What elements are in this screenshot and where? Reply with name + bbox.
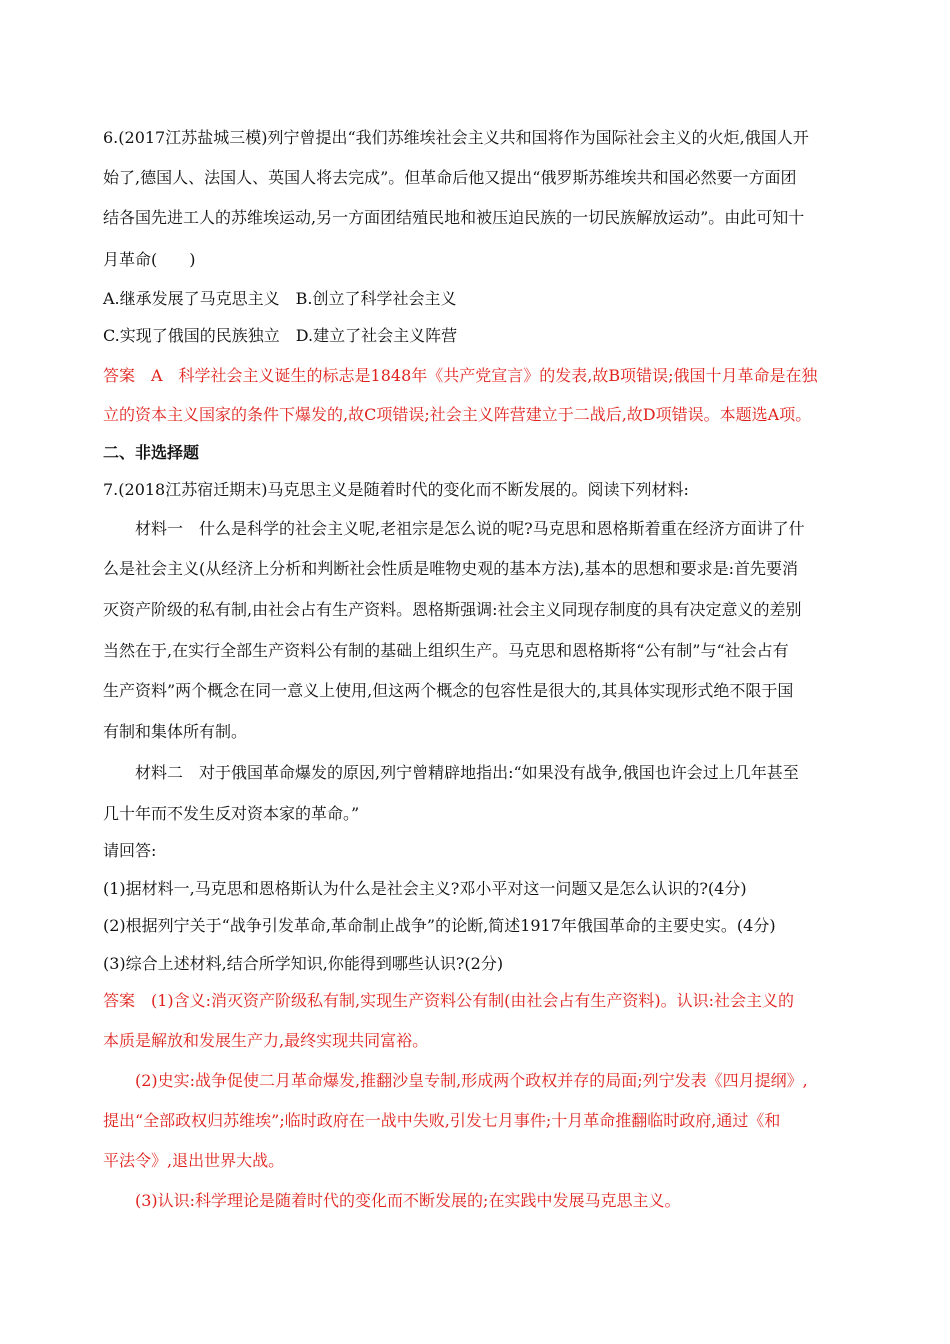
sub-question-3: (3)综合上述材料,结合所学知识,你能得到哪些认识?(2分) (103, 954, 504, 973)
q6-options-ab: A.继承发展了马克思主义 B.创立了科学社会主义 (103, 289, 457, 308)
q7-answer2-line-1: (2)史实:战争促使二月革命爆发,推翻沙皇专制,形成两个政权并存的局面;列宁发表《四月提纲》, (135, 1071, 808, 1090)
q6-answer-line-1: 答案 A 科学社会主义诞生的标志是1848年《共产党宣言》的发表,故B项错误;俄国十月革命是在独 (103, 366, 818, 385)
material1-line-6: 有制和集体所有制。 (103, 722, 248, 741)
material2-line-2: 几十年而不发生反对资本家的革命。” (103, 804, 360, 823)
material1-line-1: 材料一 什么是科学的社会主义呢,老祖宗是怎么说的呢?马克思和恩格斯着重在经济方面讲了什 (135, 519, 805, 538)
q6-answer-line-2: 立的资本主义国家的条件下爆发的,故C项错误;社会主义阵营建立于二战后,故D项错误。本题选A项。 (103, 405, 812, 424)
q7-answer1-line-1: 答案 (1)含义:消灭资产阶级私有制,实现生产资料公有制(由社会占有生产资料)。认识:社会主义的 (103, 991, 795, 1010)
q7-answer3: (3)认识:科学理论是随着时代的变化而不断发展的;在实践中发展马克思主义。 (135, 1191, 681, 1210)
sub-question-2: (2)根据列宁关于“战争引发革命,革命制止战争”的论断,简述1917年俄国革命的主要史实。(4分) (103, 916, 776, 935)
material1-line-3: 灭资产阶级的私有制,由社会占有生产资料。恩格斯强调:社会主义同现存制度的具有决定意义的差别 (103, 600, 802, 619)
material2-line-1: 材料二 对于俄国革命爆发的原因,列宁曾精辟地指出:“如果没有战争,俄国也许会过上几年甚至 (135, 763, 799, 782)
answer-prompt: 请回答: (103, 841, 157, 860)
q7-answer1-line-2: 本质是解放和发展生产力,最终实现共同富裕。 (103, 1031, 429, 1050)
q6-options-cd: C.实现了俄国的民族独立 D.建立了社会主义阵营 (103, 326, 458, 345)
q6-stem-line-3: 结各国先进工人的苏维埃运动,另一方面团结殖民地和被压迫民族的一切民族解放运动”。由此可知十 (103, 208, 805, 227)
q6-stem-line-4: 月革命( ) (103, 250, 196, 269)
q7-answer2-line-3: 平法令》,退出世界大战。 (103, 1151, 285, 1170)
q7-stem: 7.(2018江苏宿迁期末)马克思主义是随着时代的变化而不断发展的。阅读下列材料: (103, 480, 689, 499)
material1-line-5: 生产资料”两个概念在同一意义上使用,但这两个概念的包容性是很大的,其具体实现形式绝不限于国 (103, 681, 794, 700)
material1-line-2: 么是社会主义(从经济上分析和判断社会性质是唯物史观的基本方法),基本的思想和要求是:首先要消 (103, 559, 798, 578)
q6-stem-line-2: 始了,德国人、法国人、英国人将去完成”。但革命后他又提出“俄罗斯苏维埃共和国必然要一方面团 (103, 168, 797, 187)
q7-answer2-line-2: 提出“全部政权归苏维埃”;临时政府在一战中失败,引发七月事件;十月革命推翻临时政府,通过《和 (103, 1111, 781, 1130)
q6-stem-line-1: 6.(2017江苏盐城三模)列宁曾提出“我们苏维埃社会主义共和国将作为国际社会主义的火炬,俄国人开 (103, 128, 809, 147)
sub-question-1: (1)据材料一,马克思和恩格斯认为什么是社会主义?邓小平对这一问题又是怎么认识的?(4分) (103, 879, 747, 898)
material1-line-4: 当然在于,在实行全部生产资料公有制的基础上组织生产。马克思和恩格斯将“公有制”与“社会占有 (103, 641, 789, 660)
section-title: 二、非选择题 (103, 443, 200, 462)
